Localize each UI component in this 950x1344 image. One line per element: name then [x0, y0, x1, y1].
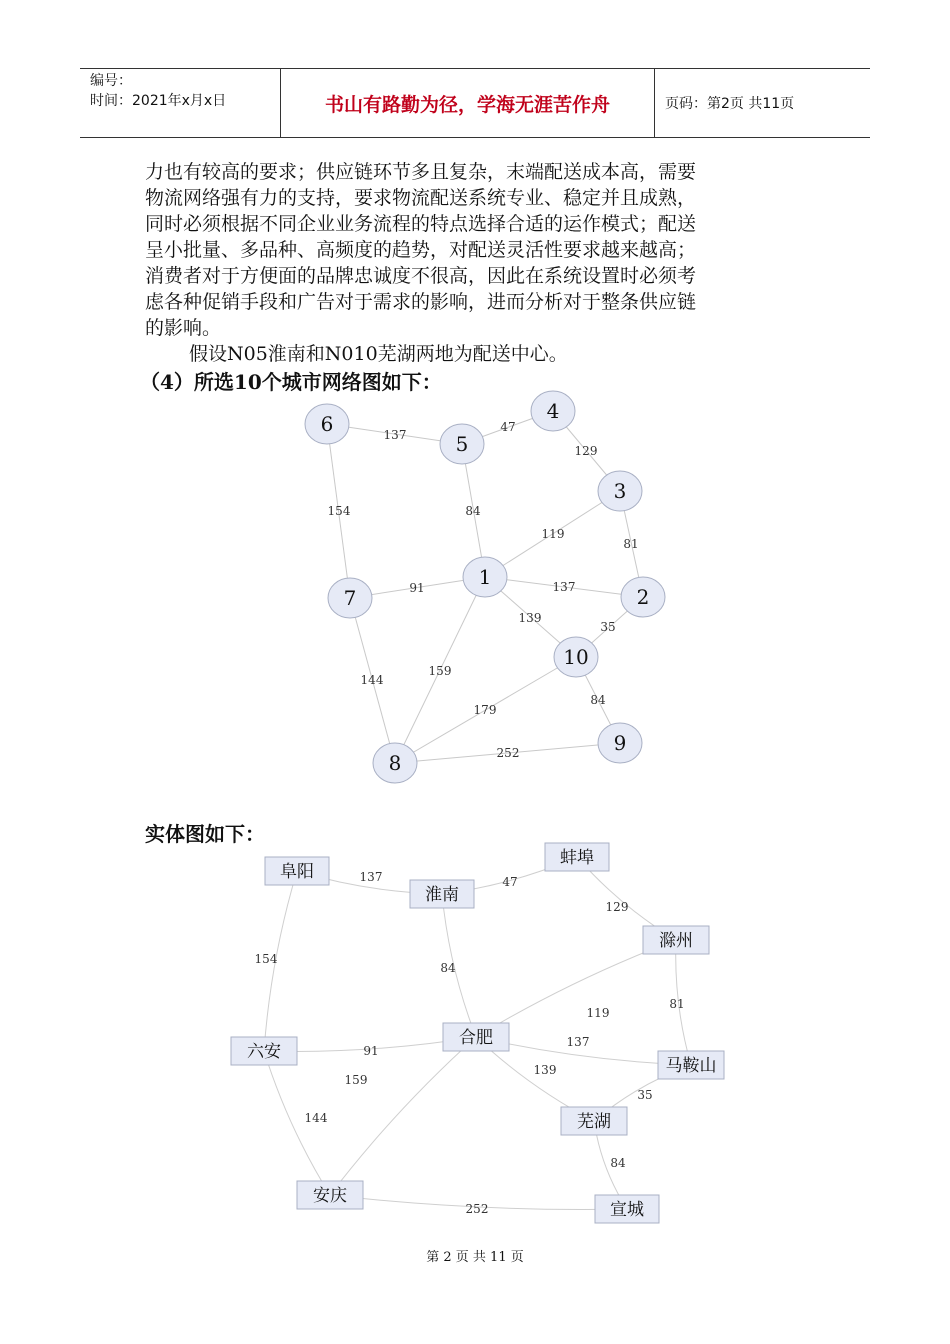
physical-node-label: 阜阳: [280, 862, 314, 882]
network-edge-weight: 84: [590, 693, 606, 707]
network-graph: [0, 380, 950, 800]
header-motto: 书山有路勤为径，学海无涯苦作舟: [281, 69, 655, 137]
header-meta: [80, 69, 281, 137]
physical-heading: 实体图如下：: [145, 822, 265, 846]
network-node-label: 10: [563, 645, 589, 669]
network-node-label: 3: [613, 479, 627, 503]
physical-edge-weight: 91: [363, 1044, 379, 1058]
network-node-label: 7: [343, 586, 357, 610]
network-node: [373, 743, 417, 783]
header-page-number: 页码：第2页 共11页: [665, 96, 795, 112]
physical-node: [231, 1037, 297, 1065]
physical-edge-weight: 84: [440, 961, 456, 975]
network-node: [328, 578, 372, 618]
network-node: [621, 577, 665, 617]
network-edge-weight: 137: [383, 428, 407, 442]
physical-node-label: 马鞍山: [665, 1056, 717, 1076]
physical-node-label: 淮南: [425, 885, 459, 905]
physical-node-label: 滁州: [659, 931, 693, 951]
physical-node: [561, 1107, 627, 1135]
network-node-label: 4: [546, 399, 560, 423]
network-edge-weight: 137: [552, 580, 576, 594]
network-node: [440, 424, 484, 464]
network-edge-weight: 84: [465, 504, 481, 518]
network-node: [305, 404, 349, 444]
physical-node-label: 蚌埠: [560, 848, 594, 868]
network-node: [598, 471, 642, 511]
body-paragraph: [145, 159, 805, 367]
physical-node: [297, 1181, 363, 1209]
physical-node-label: 安庆: [313, 1186, 347, 1206]
physical-edge-weight: 129: [605, 900, 629, 914]
physical-edge: [330, 1037, 476, 1195]
body-line: 的影响。: [145, 317, 222, 339]
physical-node: [410, 880, 474, 908]
network-node-label: 5: [455, 432, 469, 456]
body-line: 呈小批量、多品种、高频度的趋势，对配送灵活性要求越来越高；: [145, 239, 697, 261]
network-node: [598, 723, 642, 763]
body-line: 力也有较高的要求；供应链环节多且复杂，末端配送成本高，需要: [145, 161, 697, 183]
network-node-label: 8: [388, 751, 402, 775]
physical-edge-weight: 159: [344, 1073, 368, 1087]
page-header: [80, 68, 870, 138]
physical-node: [265, 857, 329, 885]
physical-graph: [0, 835, 950, 1230]
physical-edge-weight: 35: [637, 1088, 653, 1102]
physical-node-label: 宣城: [610, 1200, 644, 1220]
physical-edge-weight: 139: [533, 1063, 557, 1077]
network-node-label: 1: [478, 565, 492, 589]
physical-edge-weight: 252: [465, 1202, 489, 1216]
network-edge-weight: 35: [600, 620, 616, 634]
physical-edge-weight: 137: [359, 870, 383, 884]
body-line: 消费者对于方便面的品牌忠诚度不很高，因此在系统设置时必须考: [145, 265, 697, 287]
network-node-label: 6: [320, 412, 334, 436]
header-number: 编号：: [90, 73, 132, 89]
physical-node: [595, 1195, 659, 1223]
physical-node-label: 合肥: [459, 1028, 493, 1048]
page-footer: 第 2 页 共 11 页: [426, 1250, 524, 1265]
physical-edge-weight: 144: [304, 1111, 328, 1125]
body-line: 物流网络强有力的支持，要求物流配送系统专业、稳定并且成熟，: [145, 187, 697, 209]
network-edge-weight: 154: [327, 504, 351, 518]
physical-edge-weight: 137: [566, 1035, 590, 1049]
hypothesis-line: 假设N05淮南和N010芜湖两地为配送中心。: [189, 343, 568, 365]
network-edge-weight: 179: [473, 703, 497, 717]
physical-edge-weight: 81: [669, 997, 685, 1011]
network-node: [463, 557, 507, 597]
network-node-label: 9: [613, 731, 627, 755]
physical-node: [545, 843, 609, 871]
network-heading: （4）所选10个城市网络图如下：: [140, 370, 442, 394]
network-node: [554, 637, 598, 677]
physical-edge-weight: 154: [254, 952, 278, 966]
network-node-label: 2: [636, 585, 650, 609]
network-node: [531, 391, 575, 431]
physical-node: [643, 926, 709, 954]
physical-edge-weight: 119: [586, 1006, 610, 1020]
physical-edge-weight: 84: [610, 1156, 626, 1170]
network-edge-weight: 91: [409, 581, 425, 595]
physical-edge: [476, 940, 676, 1037]
physical-node: [658, 1051, 724, 1079]
network-edge-weight: 139: [518, 611, 542, 625]
physical-node-label: 六安: [247, 1042, 281, 1062]
network-edge-weight: 81: [623, 537, 639, 551]
physical-node-label: 芜湖: [577, 1112, 611, 1132]
physical-node: [443, 1023, 509, 1051]
network-edge-weight: 159: [428, 664, 452, 678]
header-time: 时间：2021年x月x日: [90, 93, 227, 109]
network-edge-weight: 144: [360, 673, 384, 687]
body-line: 虑各种促销手段和广告对于需求的影响，进而分析对于整条供应链: [145, 291, 697, 313]
physical-edge-weight: 47: [502, 875, 518, 889]
body-line: 同时必须根据不同企业业务流程的特点选择合适的运作模式；配送: [145, 213, 697, 235]
network-edge-weight: 129: [574, 444, 598, 458]
network-edge-weight: 47: [500, 420, 516, 434]
network-edge-weight: 119: [541, 527, 565, 541]
network-edge-weight: 252: [496, 746, 520, 760]
